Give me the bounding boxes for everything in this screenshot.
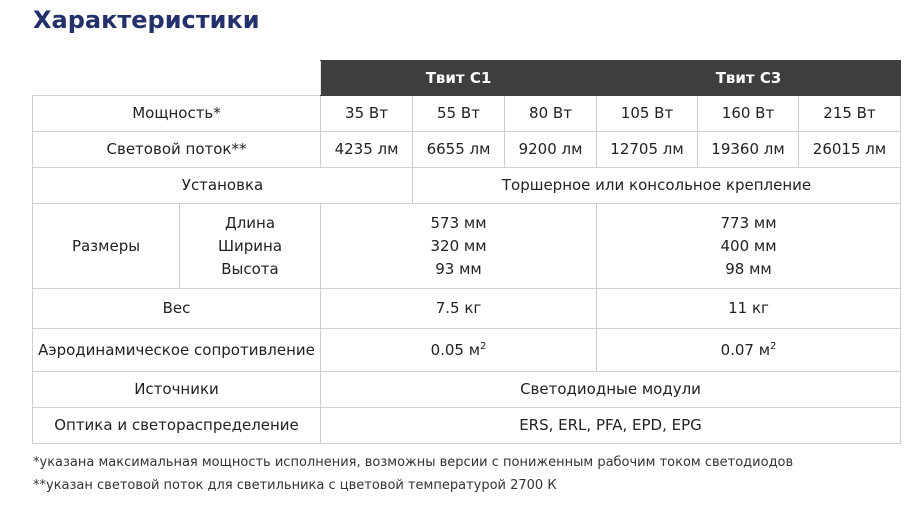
dimensions-c1 [321,204,597,289]
row-label-power: Мощность* [33,96,321,132]
c1-width: 320 мм [430,236,487,255]
page-title: Характеристики [33,6,260,34]
optics-value: ERS, ERL, PFA, EPD, EPG [321,408,901,444]
weight-c1: 7.5 кг [321,289,597,329]
flux-value: 4235 лм [321,132,413,168]
table-header-row [33,61,901,96]
table-row-optics [33,408,901,444]
table-row-mount [33,168,901,204]
c1-length: 573 мм [430,213,487,232]
power-value: 105 Вт [597,96,698,132]
aero-c1 [321,329,597,372]
power-value: 80 Вт [505,96,597,132]
footnote-flux: **указан световой поток для светильника с цветовой температурой 2700 К [33,478,557,493]
row-label-sources: Источники [33,372,321,408]
footnote-power: *указана максимальная мощность исполнения, возможны версии с пониженным рабочим током светодиодов [33,455,794,470]
row-label-dimensions: Размеры [33,204,180,289]
aero-c3-value: 0.07 м [720,340,771,359]
aero-c3 [597,329,901,372]
header-blank-cell [33,61,321,96]
mount-value: Торшерное или консольное крепление [413,168,901,204]
row-label-flux: Световой поток** [33,132,321,168]
aero-c1-value: 0.05 м [430,340,481,359]
table-row-dimensions [33,204,901,289]
flux-value: 9200 лм [505,132,597,168]
flux-value: 6655 лм [413,132,505,168]
table-row-power [33,96,901,132]
c3-length: 773 мм [720,213,777,232]
flux-value: 19360 лм [698,132,799,168]
power-value: 35 Вт [321,96,413,132]
sources-value: Светодиодные модули [321,372,901,408]
c3-height: 98 мм [725,259,772,278]
power-value: 160 Вт [698,96,799,132]
flux-value: 12705 лм [597,132,698,168]
row-label-aero: Аэродинамическое сопротивление [33,329,321,372]
row-label-mount: Установка [33,168,413,204]
table-row-sources [33,372,901,408]
table-row-aero [33,329,901,372]
aero-c3-exponent: 2 [770,340,777,352]
group-header-tvit-c1: Твит С1 [321,61,597,96]
power-value: 55 Вт [413,96,505,132]
sublabel-width: Ширина [217,236,283,255]
sublabel-height: Высота [221,259,279,278]
dimension-sublabels [180,204,321,289]
group-header-tvit-c3: Твит С3 [597,61,901,96]
row-label-weight: Вес [33,289,321,329]
table-row-weight [33,289,901,329]
spec-table [32,60,901,444]
table-row-flux [33,132,901,168]
c3-width: 400 мм [720,236,777,255]
weight-c3: 11 кг [597,289,901,329]
row-label-optics: Оптика и светораспределение [33,408,321,444]
flux-value: 26015 лм [799,132,901,168]
power-value: 215 Вт [799,96,901,132]
aero-c1-exponent: 2 [480,340,487,352]
dimensions-c3 [597,204,901,289]
sublabel-length: Длина [224,213,276,232]
c1-height: 93 мм [435,259,482,278]
